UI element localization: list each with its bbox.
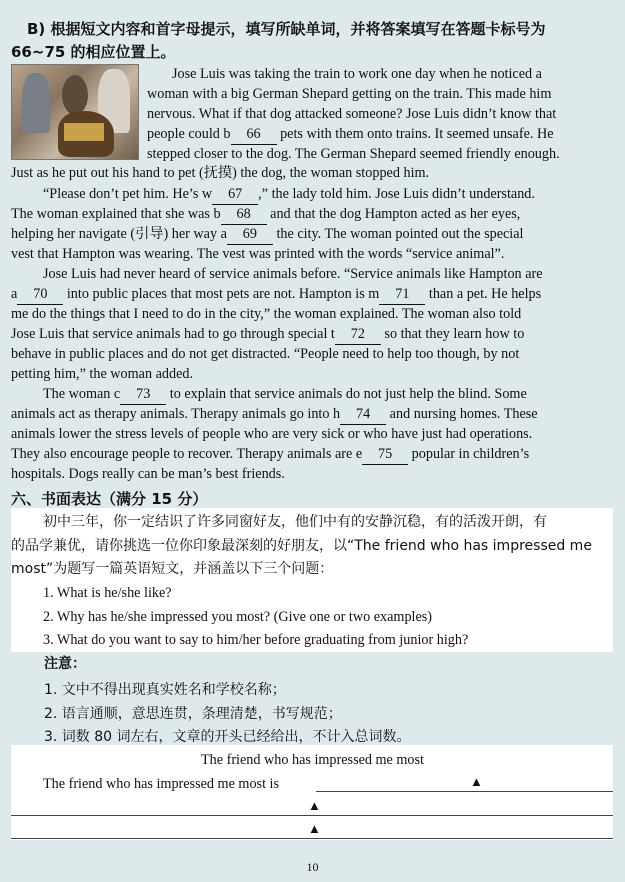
blank-67: 67 — [212, 184, 258, 205]
passage-line: animals lower the stress levels of people who are very sick or who have just had operations. — [11, 426, 533, 442]
essay-start: The friend who has impressed me most is — [43, 776, 280, 792]
question-1: 1. What is he/she like? — [43, 585, 172, 601]
passage-line: “Please don’t pet him. He’s w 67 ,” the lady told him. Jose Luis didn’t understand. — [43, 184, 614, 205]
note-2: 2. 语言通顺，意思连贯，条理清楚，书写规范； — [44, 706, 342, 722]
section-b-instruction: B) 根据短文内容和首字母提示，填写所缺单词，并将答案填写在答题卡标号为 — [27, 20, 546, 38]
section-b-instruction-cont: 66~75 的相应位置上。 — [11, 43, 176, 61]
prompt-line: most”为题写一篇英语短文，并涵盖以下三个问题： — [11, 561, 334, 577]
passage-line: The woman explained that she was b 68 and that the dog Hampton acted as her eyes, — [11, 204, 614, 225]
blank-66: 66 — [231, 124, 277, 145]
blank-69: 69 — [227, 224, 273, 245]
passage-line: vest that Hampton was wearing. The vest was printed with the words “service animal”. — [11, 246, 505, 262]
passage-line: behave in public places and do not get distracted. “People need to help too though, by not — [11, 346, 520, 362]
writing-line — [11, 838, 613, 839]
triangle-marker-icon: ▲ — [308, 821, 321, 836]
passage-line: people could b 66 pets with them onto trains. It seemed unsafe. He — [147, 124, 614, 145]
passage-line: Jose Luis that service animals had to go through special t 72 so that they learn how to — [11, 324, 614, 345]
passage-line: Jose Luis was taking the train to work one day when he noticed a — [172, 66, 542, 82]
passage-line: nervous. What if that dog attacked someone? Jose Luis didn’t know that — [147, 106, 557, 122]
passage-line: a 70 into public places that most pets are not. Hampton is m 71 than a pet. He helps — [11, 284, 614, 305]
passage-line: Just as he put out his hand to pet (抚摸) the dog, the woman stopped him. — [11, 165, 430, 181]
question-2: 2. Why has he/she impressed you most? (Give one or two examples) — [43, 609, 433, 625]
notes-title: 注意： — [44, 656, 86, 672]
question-3: 3. What do you want to say to him/her before graduating from junior high? — [43, 632, 469, 648]
passage-line: helping her navigate (引导) her way a 69 the city. The woman pointed out the special — [11, 224, 614, 245]
blank-70: 70 — [17, 284, 63, 305]
writing-line — [316, 791, 613, 792]
passage-line: They also encourage people to recover. Therapy animals are e 75 popular in children’s — [11, 444, 614, 465]
note-1: 1. 文中不得出现真实姓名和学校名称； — [44, 682, 286, 698]
triangle-marker-icon: ▲ — [470, 774, 483, 789]
prompt-line: 初中三年，你一定结识了许多同窗好友，他们中有的安静沉稳，有的活泼开朗，有 — [43, 514, 547, 530]
passage-line: me do the things that I need to do in the city,” the woman explained. The woman also told — [11, 306, 522, 322]
blank-74: 74 — [340, 404, 386, 425]
passage-photo — [11, 64, 139, 160]
prompt-line: 的品学兼优，请你挑选一位你印象最深刻的好朋友，以“The friend who has impressed me — [11, 538, 592, 554]
page-number: 10 — [306, 860, 319, 874]
section6-title: 六、书面表达（满分 15 分） — [11, 490, 208, 508]
note-3: 3. 词数 80 词左右，文章的开头已经给出，不计入总词数。 — [44, 729, 411, 745]
essay-title: The friend who has impressed me most — [200, 752, 424, 768]
triangle-marker-icon: ▲ — [308, 798, 321, 813]
blank-68: 68 — [221, 204, 267, 225]
writing-line — [11, 815, 613, 816]
passage-line: Jose Luis had never heard of service animals before. “Service animals like Hampton are — [43, 266, 543, 282]
blank-72: 72 — [335, 324, 381, 345]
passage-line: stepped closer to the dog. The German Shepard seemed friendly enough. — [147, 146, 560, 162]
blank-73: 73 — [120, 384, 166, 405]
passage-line: woman with a big German Shepard getting on the train. This made him — [147, 86, 552, 102]
passage-line: animals act as therapy animals. Therapy animals go into h 74 and nursing homes. These — [11, 404, 614, 425]
passage-line: petting him,” the woman added. — [11, 366, 194, 382]
passage-line: The woman c 73 to explain that service animals do not just help the blind. Some — [43, 384, 614, 405]
passage-line: hospitals. Dogs really can be man’s best friends. — [11, 466, 285, 482]
blank-71: 71 — [379, 284, 425, 305]
blank-75: 75 — [362, 444, 408, 465]
